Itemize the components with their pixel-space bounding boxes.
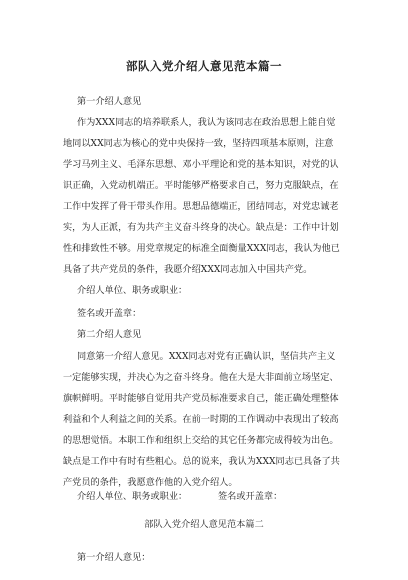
paragraph-1-line: 作为XXX同志的培养联系人，我认为该同志在政治思想上能自觉 xyxy=(77,117,336,128)
introducer-unit-label: 介绍人单位、职务或职业： xyxy=(77,285,188,296)
paragraph-2-line: 旗帜鲜明。平时能够自觉用共产党员标准要求自己，能正确处理整体 xyxy=(63,393,339,404)
first-opinion-heading: 第一介绍人意见 xyxy=(77,96,142,107)
second-opinion-heading: 第二介绍人意见 xyxy=(77,329,142,340)
paragraph-1-line: 性和排致性不够。用党章规定的标准全面衡量XXX同志，我认为他已 xyxy=(63,243,340,254)
paragraph-2-line: 一定能够实现，并决心为之奋斗终身。他在大是大非面前立场坚定、 xyxy=(63,372,339,383)
paragraph-1-line: 地同以XX同志为核心的党中央保持一致，坚持四项基本原则，注意 xyxy=(63,138,334,149)
paragraph-1-line: 实，为人正派，有为共产主义奋斗终身的决心。缺点是：工作中计划 xyxy=(63,222,339,233)
paragraph-2-line: 缺点是工作中有时有些粗心。总的说来，我认为XXX同志已具备了共 xyxy=(63,456,340,467)
signature-label: 签名或开盖章： xyxy=(77,308,142,319)
paragraph-2-line: 的思想觉悟。本职工作和组织上交给的其它任务都完成得较为出色。 xyxy=(63,435,339,446)
signature-label-2: 签名或开盖章： xyxy=(218,491,283,502)
second-section-title: 部队入党介绍人意见范本篇二 xyxy=(144,519,264,530)
paragraph-1-line: 识正确，入党动机端正。平时能够严格要求自己，努力克服缺点，在 xyxy=(63,180,339,191)
document-title: 部队入党介绍人意见范本篇一 xyxy=(126,59,282,73)
paragraph-2-line: 利益和个人利益之间的关系。在前一时期的工作调动中表现出了较高 xyxy=(63,414,339,425)
paragraph-1-line: 具备了共产党员的条件，我愿介绍XXX同志加入中国共产党。 xyxy=(63,264,313,275)
introducer-unit-label-2: 介绍人单位、职务或职业： xyxy=(77,491,188,502)
paragraph-1-line: 工作中发挥了骨干带头作用。思想品德端正，团结同志，对党忠诚老 xyxy=(63,201,339,212)
paragraph-2-line: 同意第一介绍人意见。XXX同志对党有正确认识，坚信共产主义 xyxy=(77,351,336,362)
paragraph-1-line: 学习马列主义、毛泽东思想、邓小平理论和党的基本知识，对党的认 xyxy=(63,159,339,170)
paragraph-2-line: 产党员的条件，我愿意作他的入党介绍人。 xyxy=(63,477,238,488)
first-opinion-heading-2: 第一介绍人意见： xyxy=(77,552,151,563)
